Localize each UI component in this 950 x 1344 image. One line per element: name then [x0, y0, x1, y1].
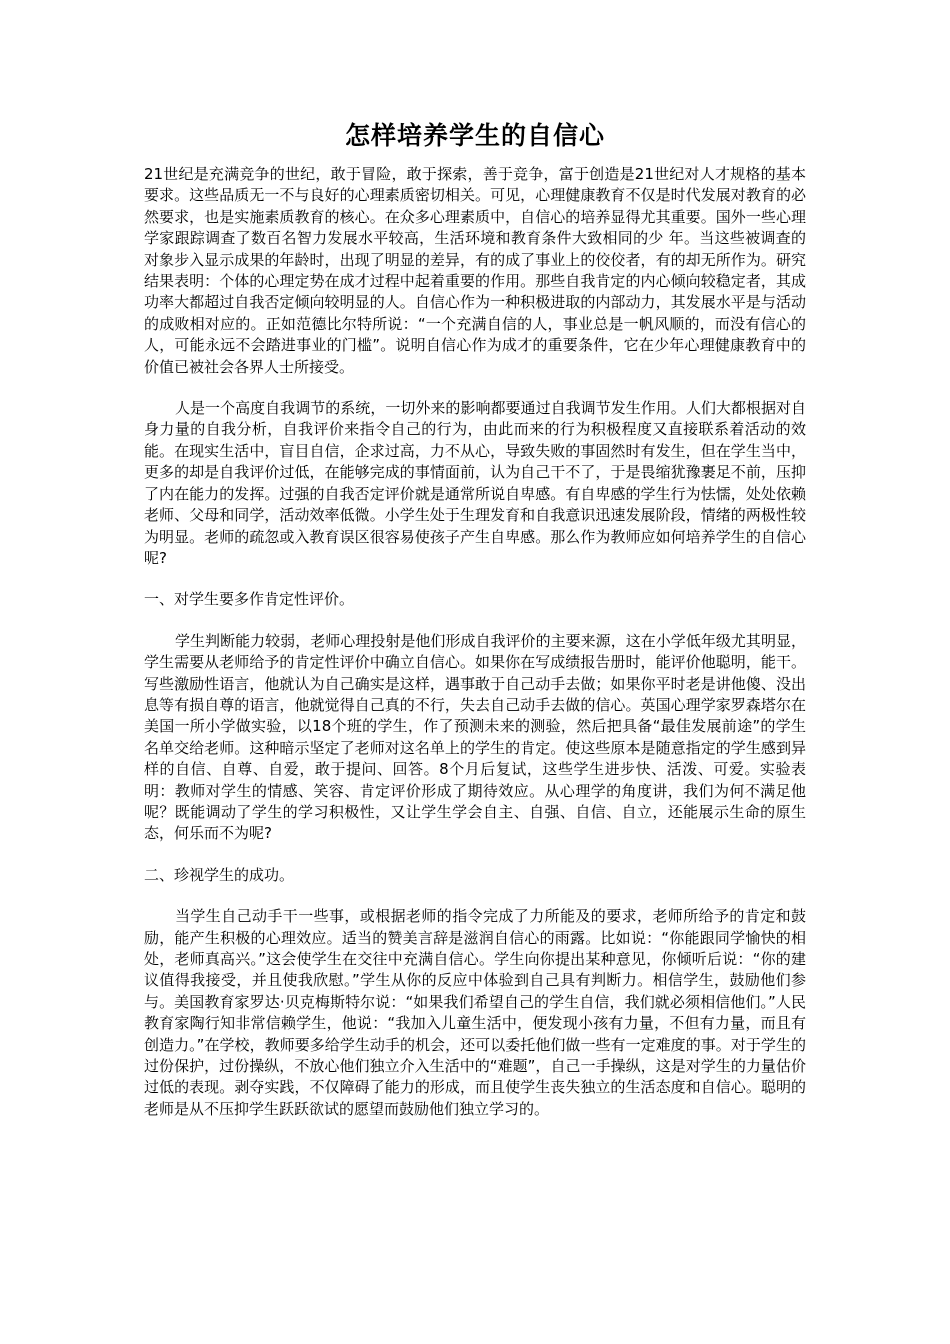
paragraph-positive-evaluation: 学生判断能力较弱，老师心理投射是他们形成自我评价的主要来源，这在小学低年级尤其明显，学生需要从老师给予的肯定性评价中确立自信心。如果你在写成绩报告册时，能评价他聪明，能干。写些激励性语言，他就认为自己确实是这样，遇事敢于自己动手去做；如果你平时老是讲他傻、没出息等有损自尊的语言，他就觉得自己真的不行，失去自己动手去做的信心。英国心理学家罗森塔尔在美国一所小学做实验，以18个班的学生，作了预测未来的测验，然后把具备“最佳发展前途”的学生名单交给老师。这种暗示坚定了老师对这名单上的学生的肯定。使这些原本是随意指定的学生感到异样的自信、自尊、自爱，敢于提问、回答。8个月后复试，这些学生进步快、活泼、可爱。实验表明：教师对学生的情感、笑容、肯定评价形成了期待效应。从心理学的角度讲，我们为何不满足他呢？既能调动了学生的学习积极性，又让学生学会自主、自强、自信、自立，还能展示生命的原生态，何乐而不为呢?	[144, 631, 806, 843]
document-page	[144, 118, 806, 1140]
paragraph-intro: 21世纪是充满竞争的世纪，敢于冒险，敢于探索，善于竞争，富于创造是21世纪对人才规格的基本要求。这些品质无一不与良好的心理素质密切相关。可见，心理健康教育不仅是时代发展对教育的必然要求，也是实施素质教育的核心。在众多心理素质中，自信心的培养显得尤其重要。国外一些心理学家跟踪调查了数百名智力发展水平较高，生活环境和教育条件大致相同的少 年。当这些被调查的对象步入显示成果的年龄时，出现了明显的差异，有的成了事业上的佼佼者，有的却无所作为。研究结果表明：个体的心理定势在成才过程中起着重要的作用。那些自我肯定的内心倾向较稳定者，其成功率大都超过自我否定倾向较明显的人。自信心作为一种积极进取的内部动力，其发展水平是与活动的成败相对应的。正如范德比尔特所说：“一个充满自信的人，事业总是一帆风顺的，而没有信心的人，可能永远不会踏进事业的门槛”。说明自信心作为成才的重要条件，它在少年心理健康教育中的价值已被社会各界人士所接受。	[144, 165, 806, 376]
section-heading-value-success: 二、珍视学生的成功。	[144, 865, 295, 884]
paragraph-self-regulation: 人是一个高度自我调节的系统，一切外来的影响都要通过自我调节发生作用。人们大都根据对自身力量的自我分析，自我评价来指令自己的行为，由此而来的行为积极程度又直接联系着活动的效能。在现实生活中，盲目自信，企求过高，力不从心，导致失败的事固然时有发生，但在学生当中，更多的却是自我评价过低，在能够完成的事情面前，认为自己干不了，于是畏缩犹豫裹足不前，压抑了内在能力的发挥。过强的自我否定评价就是通常所说自卑感。有自卑感的学生行为怯懦，处处依赖老师、父母和同学，活动效率低微。小学生处于生理发育和自我意识迅速发展阶段，情绪的两极性较为明显。老师的疏忽或入教育误区很容易使孩子产生自卑感。那么作为教师应如何培养学生的自信心呢?	[144, 399, 806, 567]
document-title: 怎样培养学生的自信心	[344, 121, 605, 150]
paragraph-value-success: 当学生自己动手干一些事，或根据老师的指令完成了力所能及的要求，老师所给予的肯定和鼓励，能产生积极的心理效应。适当的赞美言辞是滋润自信心的雨露。比如说：“你能跟同学愉快的相处，老师真高兴。”这会使学生在交往中充满自信心。学生向你提出某种意见，你倾听后说：“你的建议值得我接受，并且使我欣慰。”学生从你的反应中体验到自己具有判断力。相信学生，鼓励他们参与。美国教育家罗达·贝克梅斯特尔说：“如果我们希望自己的学生自信，我们就必须相信他们。”人民教育家陶行知非常信赖学生，他说：“我加入儿童生活中，便发现小孩有力量，不但有力量，而且有创造力。”在学校，教师要多给学生动手的机会，还可以委托他们做一些有一定难度的事。对于学生的过份保护，过份操纵，不放心他们独立介入生活中的“难题”，自己一手操纵，这是对学生的力量估价过低的表现。剥夺实践，不仅障碍了能力的形成，而且使学生丧失独立的生活态度和自信心。聪明的老师是从不压抑学生跃跃欲试的愿望而鼓励他们独立学习的。	[144, 907, 806, 1118]
section-heading-positive-evaluation: 一、对学生要多作肯定性评价。	[144, 590, 355, 609]
